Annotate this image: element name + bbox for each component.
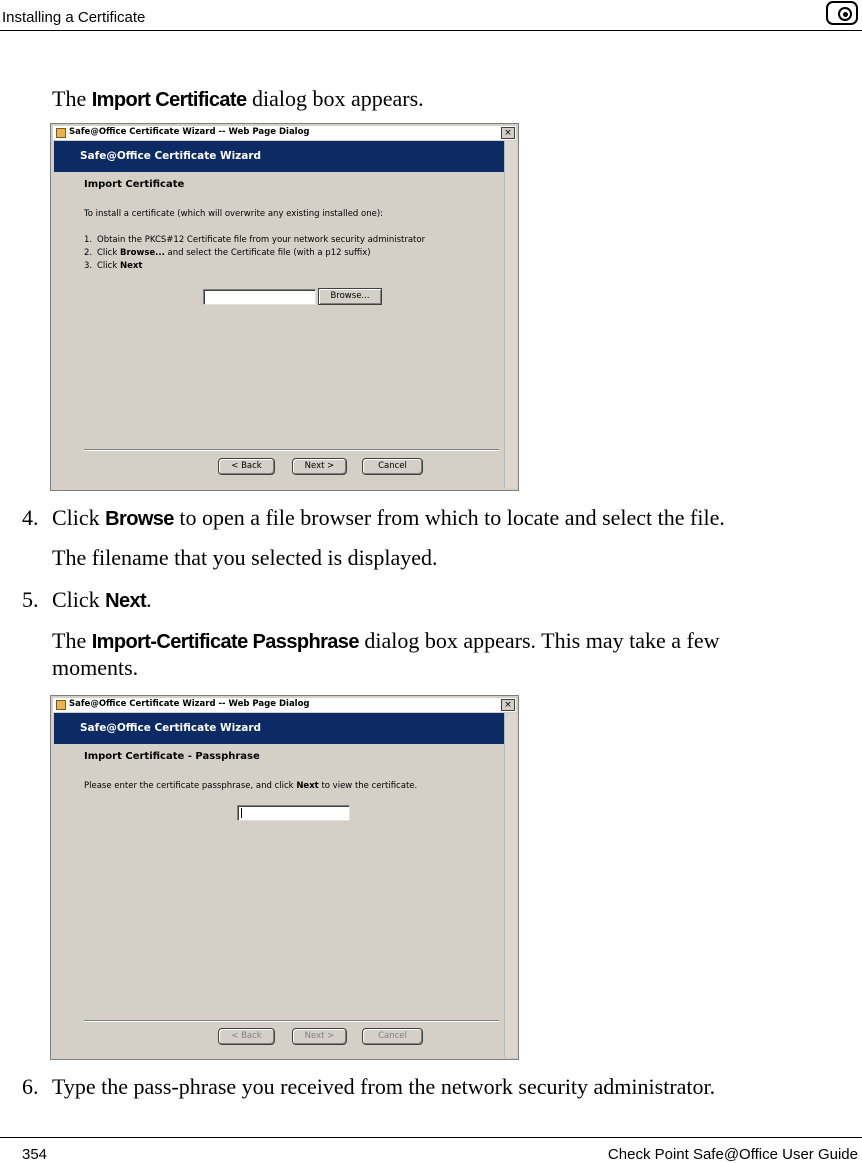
dialog-separator	[84, 1020, 499, 1022]
app-icon	[56, 128, 66, 138]
dialog-window-title: Safe@Office Certificate Wizard -- Web Page Dialog	[69, 699, 310, 709]
dialog-step: Click Browse... and select the Certificate file (with a p12 suffix)	[97, 248, 371, 258]
close-icon[interactable]: ×	[501, 699, 515, 711]
page-number: 354	[22, 1146, 48, 1163]
guide-title: Check Point Safe@Office User Guide	[607, 1146, 858, 1163]
dialog-separator	[84, 449, 499, 451]
dialog-titlebar	[53, 698, 516, 712]
dialog-step: Obtain the PKCS#12 Certificate file from your network security administrator	[97, 235, 426, 245]
header-rule	[0, 30, 862, 31]
app-icon	[56, 700, 66, 710]
wizard-banner-title: Safe@Office Certificate Wizard	[80, 150, 262, 162]
text-cursor	[241, 808, 242, 818]
cancel-button[interactable]: Cancel	[362, 458, 423, 475]
dialog-window-title: Safe@Office Certificate Wizard -- Web Page Dialog	[69, 127, 310, 137]
certificate-file-input[interactable]	[203, 289, 316, 305]
back-button[interactable]: < Back	[218, 1028, 275, 1045]
browse-button[interactable]: Browse...	[318, 288, 382, 305]
step-6-text: Type the pass-phrase you received from the network security administrator.	[52, 1074, 716, 1099]
step-5-text: Click Next.	[52, 587, 152, 612]
ui-term: Browse	[105, 508, 174, 530]
step-5-note: The Import-Certificate Passphrase dialog box appears. This may take a few	[52, 628, 720, 653]
footer-rule	[0, 1137, 862, 1138]
wizard-banner	[54, 141, 504, 172]
dialog-titlebar	[53, 126, 516, 140]
check-point-logo-icon	[826, 1, 858, 25]
ui-term: Import-Certificate Passphrase	[91, 631, 359, 653]
back-button[interactable]: < Back	[218, 458, 275, 475]
step-number: 1.	[84, 235, 93, 245]
wizard-banner	[54, 713, 504, 744]
step-number: 4.	[22, 505, 39, 530]
ui-term: Next	[105, 590, 147, 612]
passphrase-input[interactable]	[237, 805, 350, 821]
dialog-heading: Import Certificate	[84, 179, 185, 190]
cancel-button[interactable]: Cancel	[362, 1028, 423, 1045]
passphrase-dialog	[50, 695, 519, 1060]
wizard-banner-title: Safe@Office Certificate Wizard	[80, 722, 262, 734]
running-header-title: Installing a Certificate	[2, 9, 146, 26]
step-number: 5.	[22, 587, 39, 612]
step-number: 2.	[84, 248, 93, 258]
dialog-heading: Import Certificate - Passphrase	[84, 751, 260, 762]
scrollbar[interactable]	[504, 141, 517, 488]
next-button[interactable]: Next >	[292, 458, 347, 475]
dialog-instruction: Please enter the certificate passphrase, and click Next to view the certificate.	[84, 781, 418, 791]
dialog-instruction: To install a certificate (which will overwrite any existing installed one):	[84, 209, 384, 219]
step-4-text: Click Browse to open a file browser from which to locate and select the file.	[52, 505, 725, 530]
step-number: 3.	[84, 261, 93, 271]
ui-term: Import Certificate	[91, 89, 247, 111]
dialog-step: Click Next	[97, 261, 143, 271]
close-icon[interactable]: ×	[501, 127, 515, 139]
scrollbar[interactable]	[504, 713, 517, 1057]
intro-paragraph: The Import Certificate dialog box appears.	[52, 86, 424, 111]
import-certificate-dialog	[50, 123, 519, 491]
next-button[interactable]: Next >	[292, 1028, 347, 1045]
step-number: 6.	[22, 1074, 39, 1099]
step-5-note-continued: moments.	[52, 655, 139, 680]
step-4-note: The filename that you selected is displayed.	[52, 545, 438, 570]
